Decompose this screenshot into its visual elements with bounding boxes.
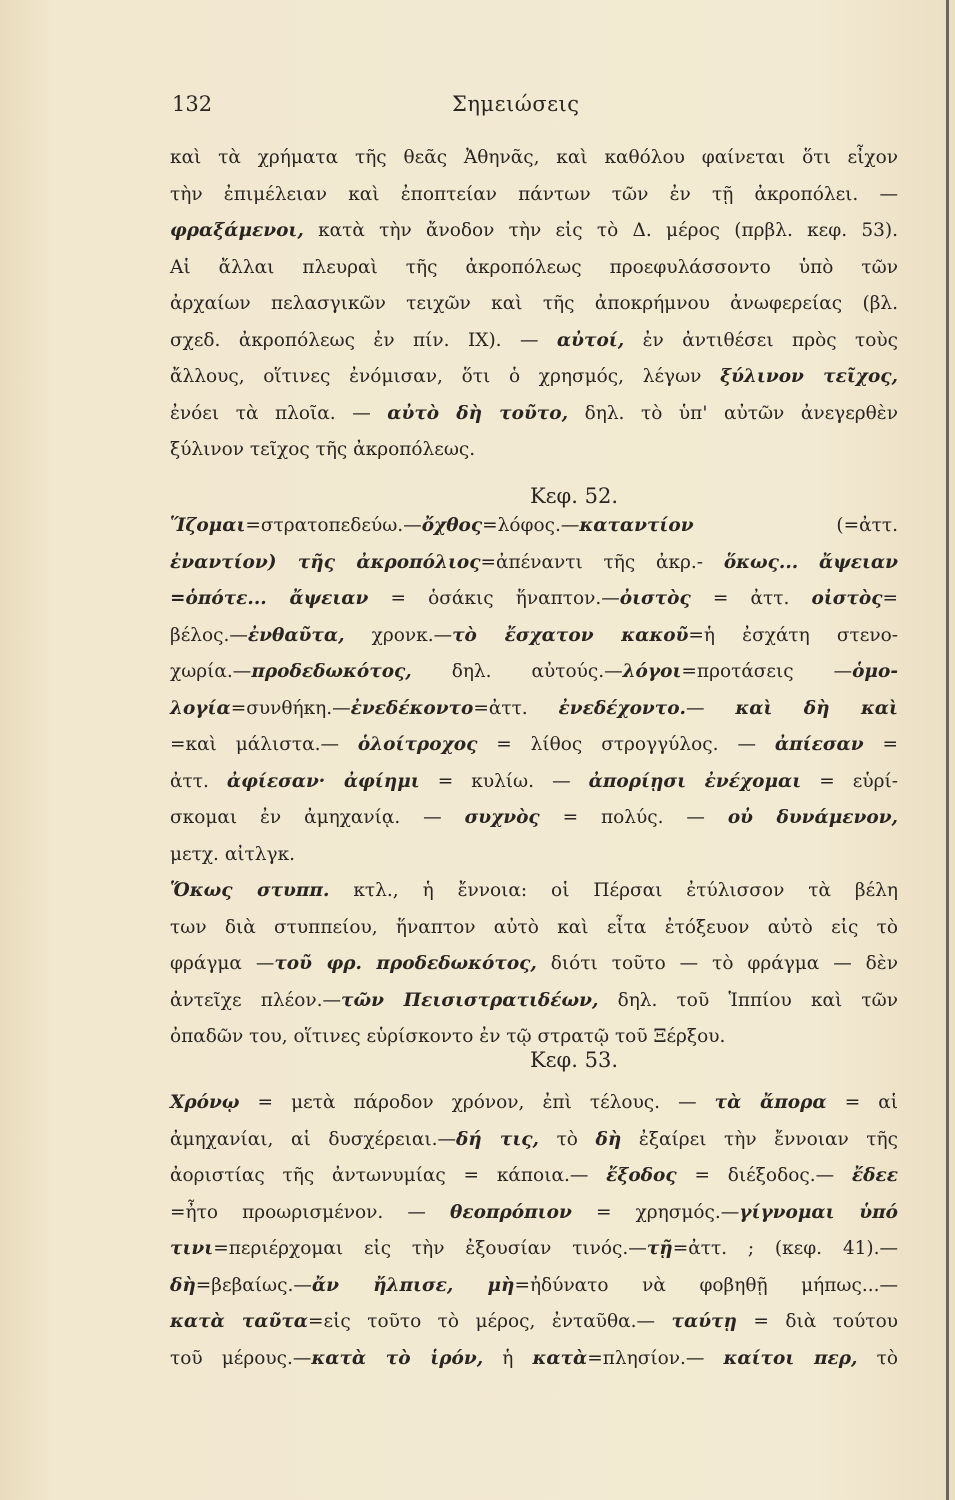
text-line (170, 1304, 898, 1341)
gloss-text: =ἡ ἐσχάτη στενο- (688, 624, 899, 646)
lemma-term: καίτοι περ, (723, 1347, 858, 1369)
gloss-text: =ἠδύνατο νὰ φοβηθῇ μήπως...— (514, 1274, 898, 1296)
gloss-text: διότι τοῦτο — τὸ φράγμα — δὲν (536, 953, 898, 974)
lemma-term: ταύτῃ (671, 1311, 737, 1332)
gloss-text: βέλος.— (170, 624, 248, 646)
lemma-term: δὴ (595, 1128, 622, 1150)
gloss-text: =ἀττ. ; (κεφ. 41).— (672, 1238, 898, 1259)
text-line (170, 508, 898, 545)
text-line (170, 1231, 898, 1268)
running-title: Σημειώσεις (452, 92, 580, 116)
lemma-term: τῶν Πεισιστρατιδέων, (341, 989, 599, 1011)
text-line (170, 140, 898, 177)
gloss-text: ἡ (483, 1347, 533, 1369)
lemma-term: λόγοι (622, 661, 682, 682)
text-line (170, 910, 898, 947)
chapter-heading-53: Κεφ. 53. (529, 1048, 619, 1072)
lemma-term: αὐτὸ δὴ τοῦτο, (387, 402, 569, 424)
text-line (170, 286, 898, 323)
lemma-term: τὰ ἄπορα (714, 1092, 827, 1113)
lemma-term: ὁμο- (852, 661, 898, 682)
lemma-term: δή τις, (455, 1128, 539, 1150)
lemma-term: δὴ (170, 1274, 196, 1296)
gloss-text: (=ἀττ. (693, 515, 898, 536)
gloss-text: =περιέρχομαι εἰς τὴν ἐξουσίαν τινός.— (213, 1238, 647, 1259)
gloss-text: καὶ τὰ χρήματα τῆς θεᾶς Ἀθηνᾶς, καὶ καθόλου φαίνεται ὅτι εἶχον (170, 147, 898, 168)
lemma-term: θεοπρόπιον (450, 1201, 572, 1223)
lemma-term: τῇ (646, 1238, 673, 1259)
lemma-term: ἐναντίον) τῆς ἀκροπόλιος (170, 551, 481, 573)
lemma-term: συχνὸς (464, 807, 540, 828)
gloss-text: ἐξαίρει τὴν ἔννοιαν τῆς (621, 1128, 898, 1150)
text-line (170, 727, 898, 764)
lemma-term: προδεδωκότος, (251, 661, 412, 682)
lemma-term: Χρόνῳ (170, 1092, 240, 1113)
gloss-text: σχεδ. ἀκροπόλεως ἐν πίν. IX). — (170, 329, 557, 351)
gloss-text: κατὰ τὴν ἄνοδον τὴν εἰς τὸ Δ. μέρος (πρβλ. κεφ. 53). (303, 220, 898, 241)
lemma-term: ἀπορίῃσι ἐνέχομαι (588, 770, 802, 792)
gloss-text: κτλ., ἡ ἔννοια: οἱ Πέρσαι ἐτύλισσον τὰ βέλη (329, 880, 898, 901)
gloss-text: ἐν ἀντιθέσει πρὸς τοὺς (624, 329, 898, 351)
text-line (170, 359, 898, 396)
gloss-text: σκομαι ἐν ἀμηχανίᾳ. — (170, 807, 465, 828)
gloss-text: = πολύς. — (539, 807, 728, 828)
gloss-text: ἀοριστίας τῆς ἀντωνυμίας = κάποια.— (170, 1165, 607, 1186)
text-line (170, 1195, 898, 1232)
gloss-text: = κυλίω. — (419, 770, 589, 792)
gloss-text: των διὰ στυππείου, ἥναπτον αὐτὸ καὶ εἶτα ἐτόξευον αὐτὸ εἰς τὸ (170, 916, 898, 938)
gloss-text: ἐνόει τὰ πλοῖα. — (170, 402, 388, 424)
text-line (170, 946, 898, 983)
text-line (170, 581, 898, 618)
text-line (170, 1341, 898, 1378)
text-line (170, 250, 898, 287)
gloss-text: =ἦτο προωρισμένον. — (170, 1201, 451, 1223)
text-line (170, 837, 898, 874)
lemma-term: λογία (170, 697, 231, 719)
text-line (170, 545, 898, 582)
lemma-term: κατὰ (532, 1347, 588, 1369)
lemma-term: ἄψειαν (819, 551, 898, 573)
gloss-text: =ἀττ. (473, 697, 559, 719)
text-line (170, 873, 898, 910)
gloss-text: = ἀττ. (690, 588, 812, 609)
gloss-text: = (863, 734, 898, 755)
gloss-text: τοῦ μέρους.— (170, 1347, 312, 1369)
gloss-text: μετχ. αἰτλγκ. (170, 843, 296, 865)
gloss-text: = διὰ τούτου (736, 1311, 898, 1332)
gloss-text: τὸ (857, 1347, 898, 1369)
paragraph-block-1 (170, 140, 898, 469)
lemma-term: ὀιστὸς (619, 588, 691, 609)
lemma-term: ἐνεδέκοντο (350, 697, 474, 719)
lemma-term: τοῦ φρ. προδεδωκότος, (274, 953, 537, 974)
lemma-term: γίγνομαι ὑπό (739, 1201, 898, 1223)
gloss-text: =εἰς τοῦτο τὸ μέρος, ἐνταῦθα.— (308, 1311, 672, 1332)
gloss-text: =πλησίον.— (587, 1347, 724, 1369)
gloss-text: =λόφος.— (482, 515, 580, 536)
lemma-term: τινι (170, 1238, 214, 1259)
gloss-text: = μετὰ πάροδον χρόνον, ἐπὶ τέλους. — (239, 1092, 715, 1113)
gloss-text: = εὑρί- (801, 770, 898, 792)
text-line (170, 800, 898, 837)
gloss-text: δηλ. τοῦ Ἱππίου καὶ τῶν (598, 989, 898, 1011)
lemma-term: ἐνεδέχοντο. (558, 697, 687, 719)
gloss-text: = ὁσάκις ἥναπτον.— (368, 588, 620, 609)
text-line (170, 654, 898, 691)
lemma-term: ἔδεε (851, 1165, 898, 1186)
lemma-term: καταντίον (579, 515, 694, 536)
lemma-term: ὄχθος (421, 515, 483, 536)
lemma-term: Ἵζομαι (170, 515, 246, 536)
lemma-term: ἀφίεσαν· ἀφίημι (226, 770, 420, 792)
gloss-text: Αἱ ἄλλαι πλευραὶ τῆς ἀκροπόλεως προεφυλάσσοντο ὑπὸ τῶν (170, 256, 898, 278)
gloss-text: ξύλινον τεῖχος τῆς ἀκροπόλεως. (170, 439, 476, 460)
page-number: 132 (172, 92, 213, 116)
gloss-text: = αἱ (826, 1092, 898, 1113)
paragraph-block-3 (170, 1085, 898, 1377)
paragraph-block-2 (170, 508, 898, 1056)
gloss-text: ὀπαδῶν του, οἵτινες εὑρίσκοντο ἐν τῷ στρατῷ τοῦ Ξέρξου. (170, 1026, 726, 1047)
gloss-text: = χρησμός.— (571, 1201, 740, 1223)
text-line (170, 177, 898, 214)
lemma-term: ὁλοίτροχος (357, 734, 478, 755)
lemma-term: οὐ δυνάμενον, (727, 807, 898, 828)
gloss-text: ἀρχαίων πελασγικῶν τειχῶν καὶ τῆς ἀποκρήμνου ἀνωφερείας (βλ. (170, 293, 898, 314)
text-line (170, 213, 898, 250)
gloss-text: ἀντεῖχε πλέον.— (170, 989, 342, 1011)
gloss-text: = λίθος στρογγύλος. — (477, 734, 775, 755)
lemma-term: ὅκως... (723, 551, 799, 573)
lemma-term: φραξάμενοι, (170, 220, 304, 241)
text-line (170, 691, 898, 728)
page-edge (946, 0, 949, 1500)
lemma-term: ἀπίεσαν (774, 734, 864, 755)
page-header (172, 92, 885, 122)
gloss-text: =βεβαίως.— (195, 1274, 312, 1296)
text-line (170, 983, 898, 1020)
gloss-text: χωρία.— (170, 661, 252, 682)
gloss-text: =ἀπέναντι τῆς ἀκρ.- (480, 551, 724, 573)
gloss-text: χρονκ.— (344, 624, 453, 646)
text-line (170, 396, 898, 433)
gloss-text: = διέξοδος.— (676, 1165, 852, 1186)
lemma-term: οἰστὸς (811, 588, 883, 609)
gloss-text: =καὶ μάλιστα.— (170, 734, 358, 755)
gloss-text: =συνθήκη.— (230, 697, 351, 719)
chapter-heading-52: Κεφ. 52. (529, 484, 619, 508)
text-line (170, 1268, 898, 1305)
lemma-term: Ὅκως στυππ. (170, 880, 330, 901)
text-line (170, 1085, 898, 1122)
lemma-term: καὶ δὴ καὶ (735, 697, 898, 719)
gloss-text: =στρατοπεδεύω.— (245, 515, 422, 536)
gloss-text: φράγμα — (170, 953, 275, 974)
text-line (170, 323, 898, 360)
text-line (170, 1122, 898, 1159)
lemma-term: κατὰ τὸ ἱρόν, (311, 1347, 484, 1369)
gloss-text: δηλ. τὸ ὑπ' αὐτῶν ἀνεγερθὲν (568, 402, 898, 424)
gloss-text: ἀττ. (170, 770, 227, 792)
gloss-text: — (686, 697, 736, 719)
lemma-term: ἔξοδος (606, 1165, 677, 1186)
gloss-text: = (882, 588, 898, 609)
gloss-text: τὸ (539, 1128, 596, 1150)
lemma-term: ἐνθαῦτα, (247, 624, 345, 646)
gloss-text: =προτάσεις — (681, 661, 853, 682)
gloss-text: ἀμηχανίαι, αἱ δυσχέρειαι.— (170, 1128, 456, 1150)
text-line (170, 432, 898, 469)
gloss-text (798, 552, 819, 573)
lemma-term: ξύλινον τεῖχος, (720, 366, 899, 387)
text-line (170, 618, 898, 655)
gloss-text: ἄλλους, οἵτινες ἐνόμισαν, ὅτι ὁ χρησμός, λέγων (170, 366, 721, 387)
lemma-term: ἄν ἤλπισε, μὴ (311, 1274, 515, 1296)
text-line (170, 764, 898, 801)
gloss-text: τὴν ἐπιμέλειαν καὶ ἐποπτείαν πάντων τῶν ἐν τῇ ἀκροπόλει. — (170, 183, 898, 205)
lemma-term: τὸ ἔσχατον κακοῦ (452, 624, 689, 646)
lemma-term: =ὁπότε... ἄψειαν (170, 588, 369, 609)
lemma-term: αὐτοί, (556, 329, 625, 351)
lemma-term: κατὰ ταῦτα (170, 1311, 309, 1332)
gloss-text: δηλ. αὐτούς.— (411, 661, 623, 682)
text-line (170, 1158, 898, 1195)
